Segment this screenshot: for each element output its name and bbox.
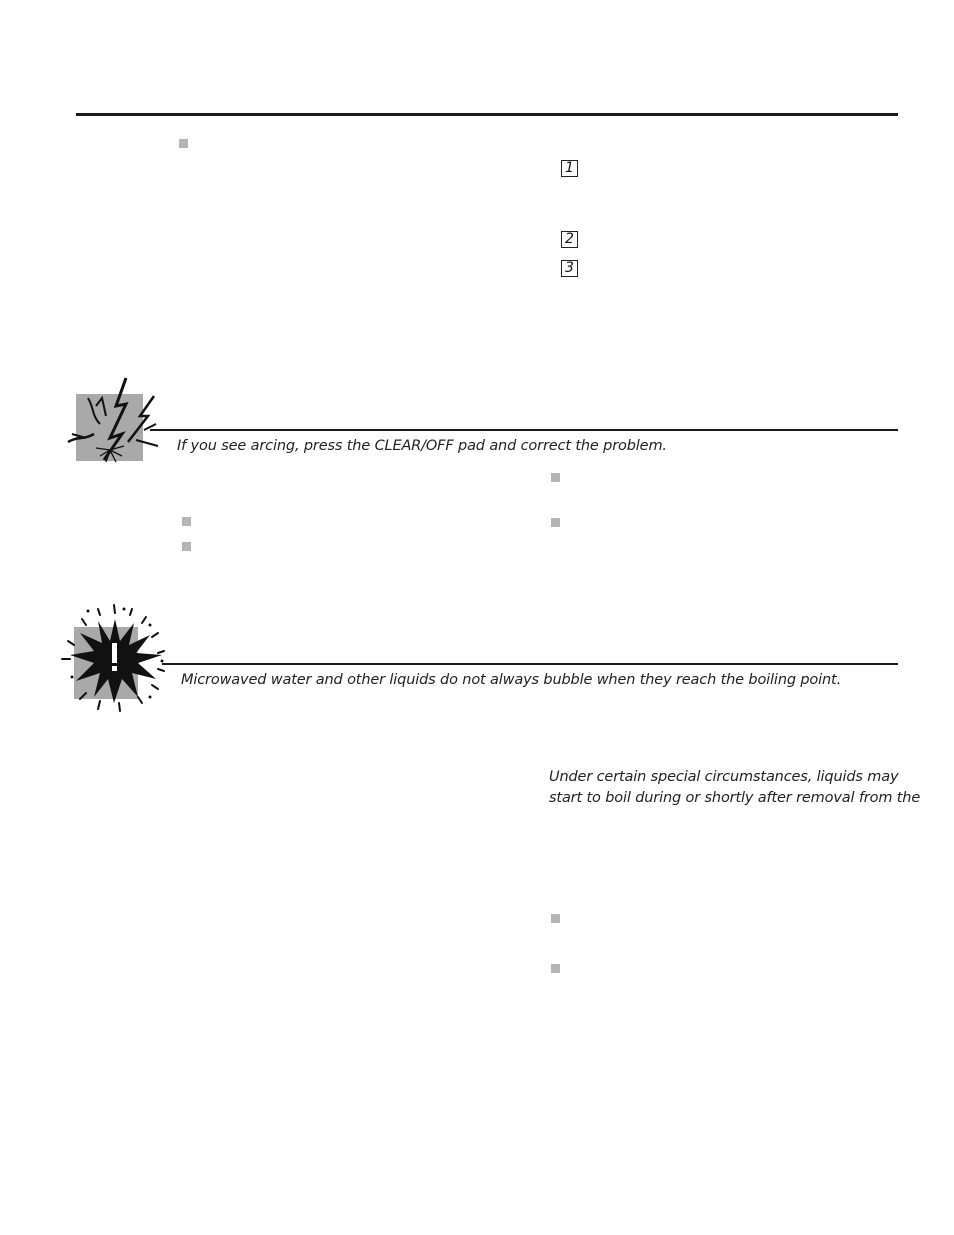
bullet-marker: [551, 473, 560, 482]
explosion-warning-icon: [58, 603, 170, 715]
arcing-rule: [150, 429, 898, 431]
bullet-marker: [551, 964, 560, 973]
step-number-3: 3: [561, 260, 578, 277]
superheated-paragraph-line-2: start to boil during or shortly after removal from the: [549, 790, 921, 806]
superheated-note: Microwaved water and other liquids do not always bubble when they reach the boiling point.: [181, 672, 842, 688]
step-number-1: 1: [561, 160, 578, 177]
header-rule: [76, 113, 898, 116]
superheated-rule: [162, 663, 898, 665]
step-number-2: 2: [561, 231, 578, 248]
superheated-paragraph-line-1: Under certain special circumstances, liquids may: [549, 769, 899, 785]
bullet-marker: [551, 518, 560, 527]
bullet-marker: [182, 517, 191, 526]
arcing-note: If you see arcing, press the CLEAR/OFF pad and correct the problem.: [177, 438, 667, 454]
bullet-marker: [551, 914, 560, 923]
lightning-arc-icon: [66, 376, 162, 464]
bullet-marker: [182, 542, 191, 551]
bullet-marker: [179, 139, 188, 148]
